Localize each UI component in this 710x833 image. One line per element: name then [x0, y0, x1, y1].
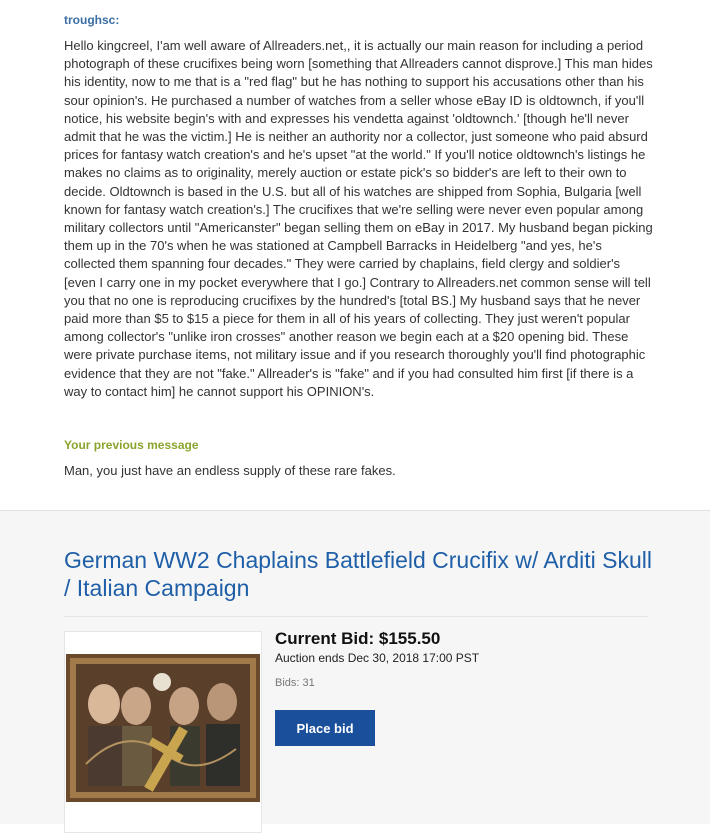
message-sender: troughsc: [64, 13, 120, 27]
crucifix-photo [66, 654, 260, 802]
place-bid-button[interactable]: Place bid [275, 710, 375, 746]
listing-card [0, 511, 710, 824]
message-body: Hello kingcreel, I'am well aware of Allreaders.net,, it is actually our main reason for including a period photograph of these crucifixes being worn [something that Allreaders cannot disprove.] This man hides his identity, now to me that is a "red flag" but he has nothing to support his accusations other than his sour opinion's. He purchased a number of watches from a seller whose eBay ID is oldtownch, if you'll notice, his website begin's with and expresses his vendetta against 'oldtownch.' [though he'll never admit that he was the victim.] He is neither an authority nor a collector, just someone who paid absurd prices for fantasy watch creation's and he's upset "at the world." If you'll notice oldtownch's listings he makes no claims as to originality, merely auction or estate pick's so bidder's are left to their own to decide. Oldtownch is based in the U.S. but all of his watches are shipped from Sophia, Bulgaria [well known for fantasy watch creation's.] The crucifixes that we're selling were never even popular among military collectors until "Americanster" began selling them on eBay in 2017. My husband began picking them up in the 70's when he was stationed at Campbell Barracks in Heidelberg "and yes, he's collected them spanning four decades." They were carried by chaplains, field clergy and soldier's [even I carry one in my pocket everywhere that I go.] Contrary to Allreaders.net common sense will tell you that no one is reproducing crucifixes by the hundred's [total BS.] My husband says that he never paid more than $5 to $15 a piece for them in all of his years of collecting. They just weren't popular among collector's "unlike iron crosses" another reason we begin each at a $20 opening bid. These were private purchase items, not military issue and if you research thoroughly you'll find photographic evidence that they are not "fake." Allreader's is "fake" and if you had consulted him first [if there is a way to contact him] he cannot support his OPINION's. [64, 38, 653, 399]
bid-count: Bids: 31 [275, 677, 315, 689]
listing-title-link[interactable]: German WW2 Chaplains Battlefield Crucifix w/ Arditi Skull / Italian Campaign [64, 547, 652, 601]
divider [64, 616, 648, 617]
previous-message-label: Your previous message [64, 438, 199, 452]
auction-end-time: Auction ends Dec 30, 2018 17:00 PST [275, 651, 480, 665]
bid-info [275, 629, 479, 689]
current-bid: Current Bid: $155.50 [275, 629, 441, 648]
previous-message-text: Man, you just have an endless supply of these rare fakes. [64, 463, 396, 478]
listing-thumbnail[interactable] [64, 631, 262, 833]
